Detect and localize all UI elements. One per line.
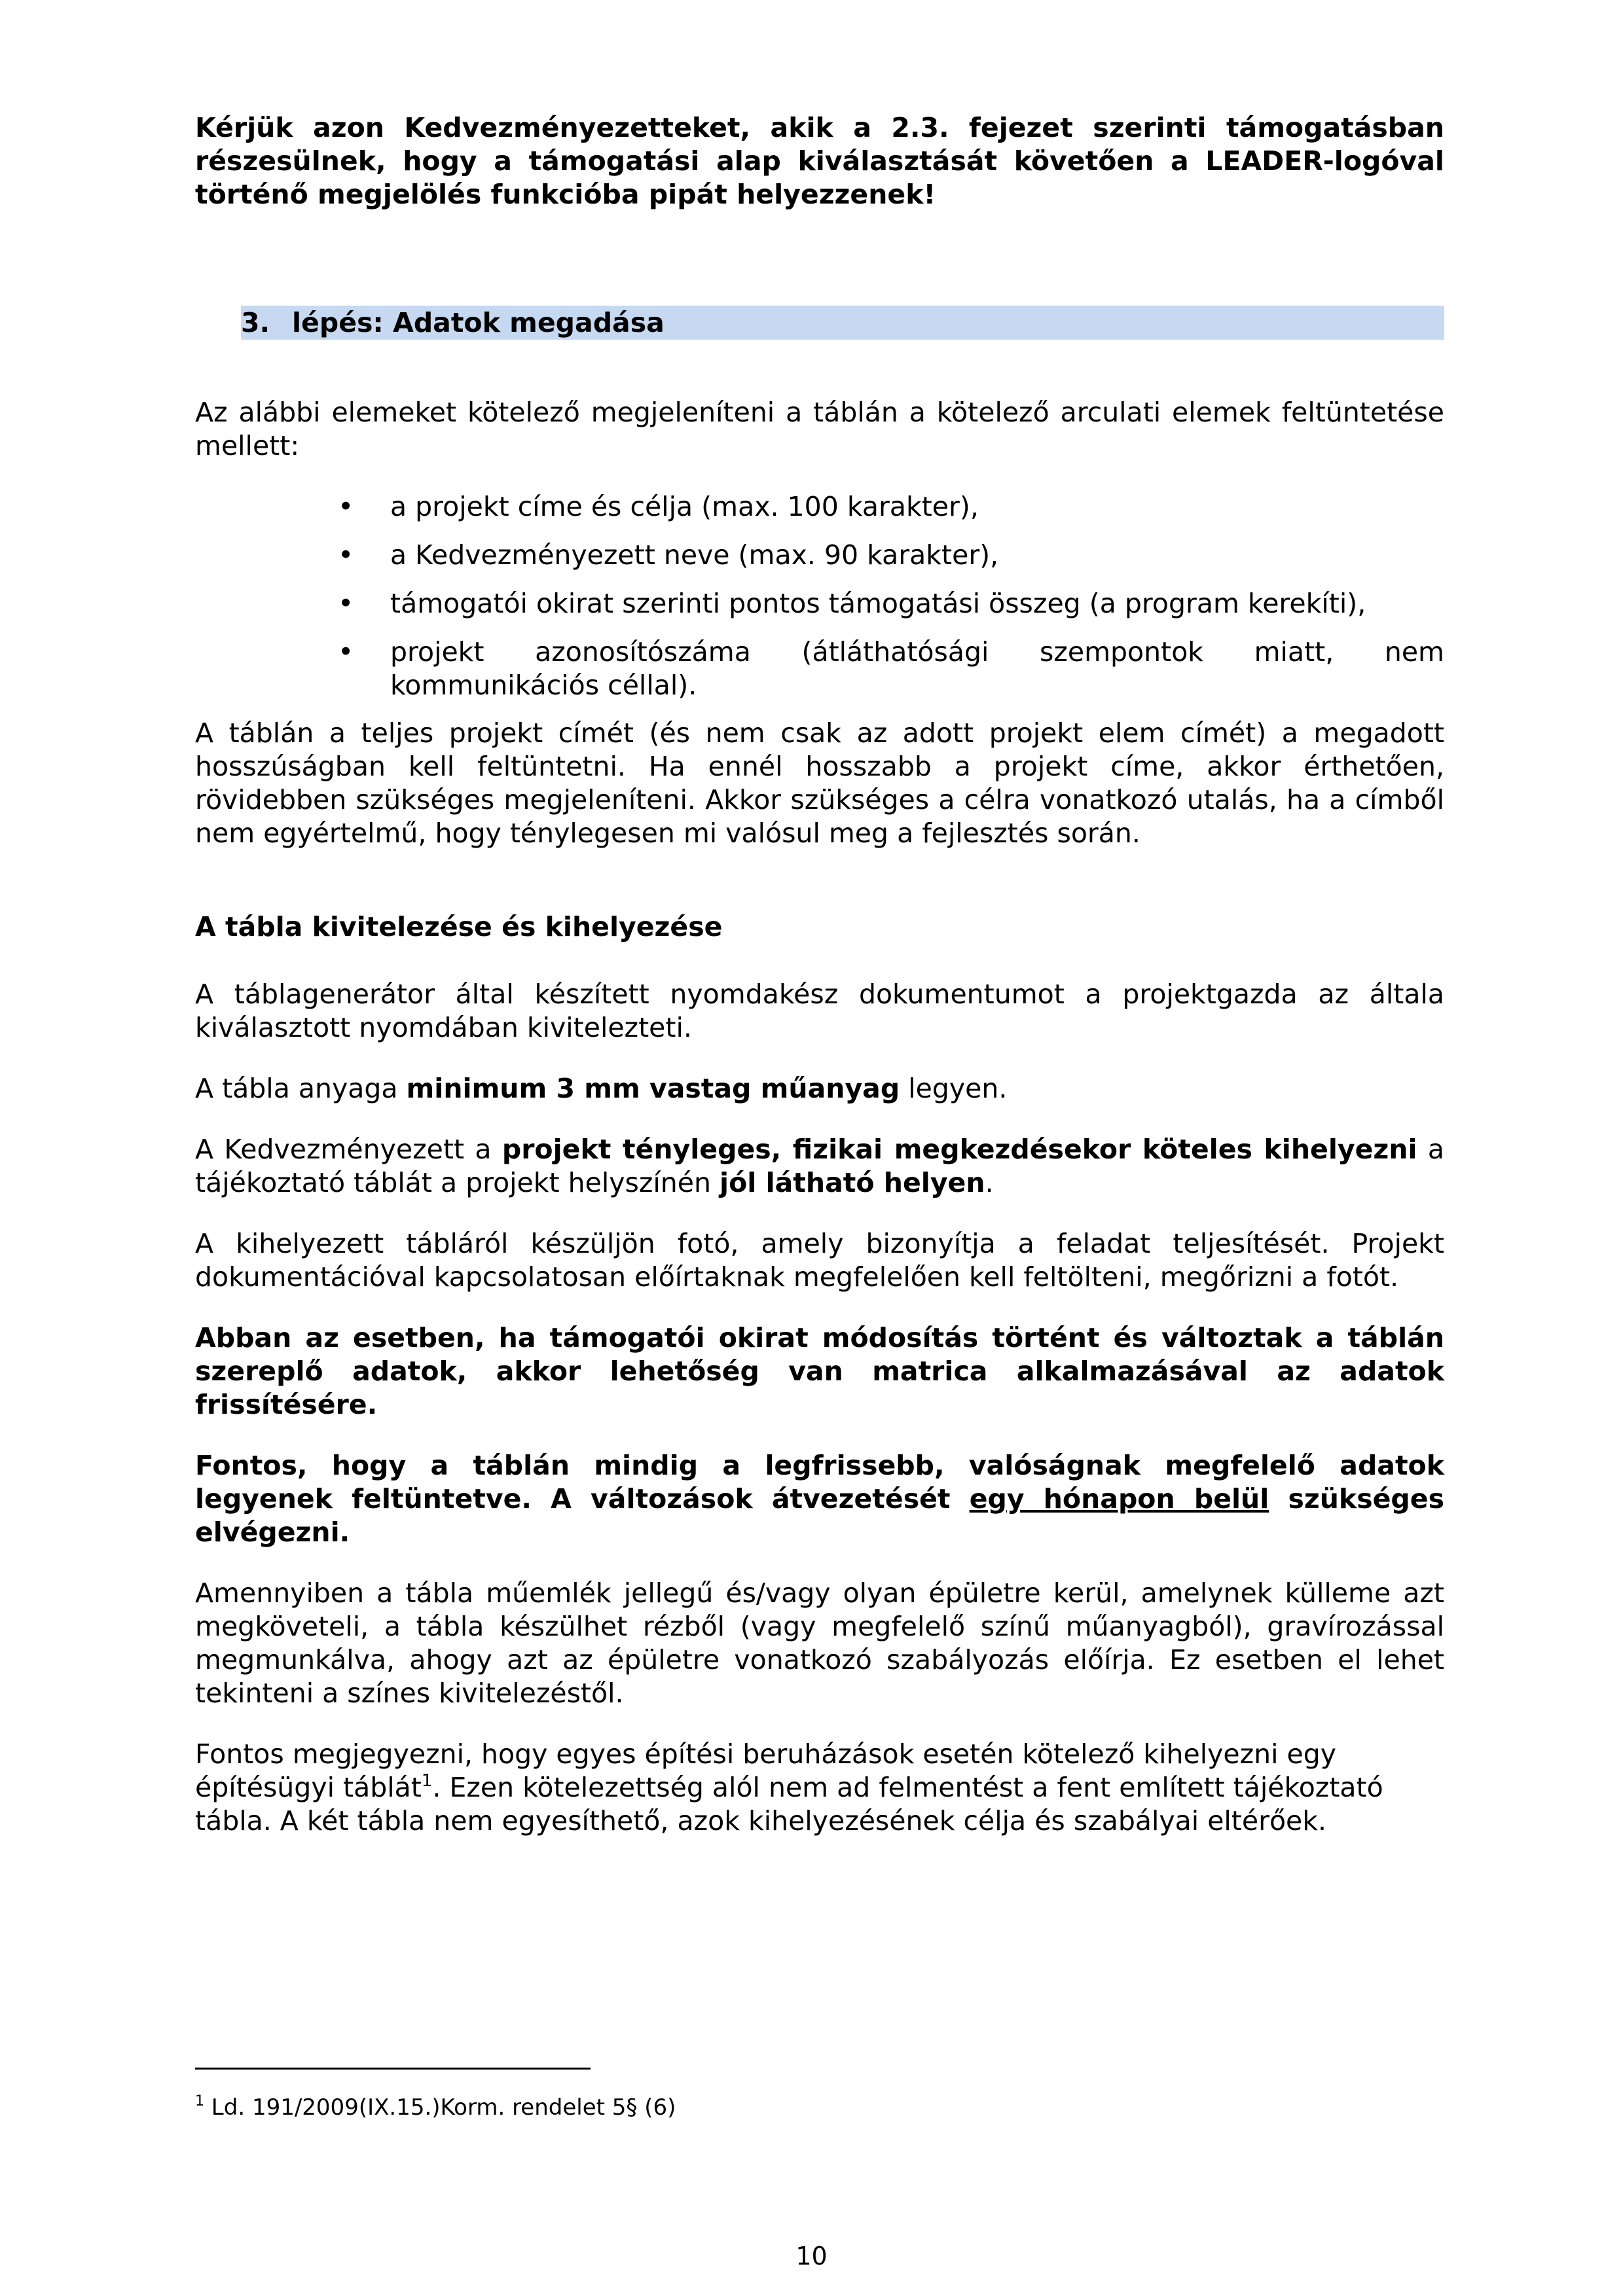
footnote (195, 2087, 676, 2122)
step-number: 3. (241, 307, 270, 338)
bullet-icon: • (338, 491, 354, 522)
monument-paragraph: Amennyiben a tábla műemlék jellegű és/vagy olyan épületre kerül, amelynek külleme azt megköveteli, a tábla készülhet rézből (vagy megfelelő színű műanyagból), gravírozással megmunkálva, ahogy azt az épületre vonatkozó szabályozás előírja. Ez esetben el lehet tekinteni a színes kivitelezéstől. (195, 1577, 1444, 1709)
document-page (195, 111, 1444, 1838)
footnote-separator (195, 2068, 591, 2070)
material-paragraph: A tábla anyaga minimum 3 mm vastag műanyag legyen. (195, 1073, 1008, 1104)
requirements-list (195, 490, 1444, 702)
lead-paragraph: Az alábbi elemeket kötelező megjeleníteni a táblán a kötelező arculati elemek feltüntetése mellett: (195, 397, 1444, 461)
list-item: • a projekt címe és célja (max. 100 karakter), (338, 491, 979, 522)
bullet-icon: • (338, 588, 354, 619)
step-title: lépés: Adatok megadása (292, 307, 665, 338)
footnote-reference[interactable]: 1 (421, 1771, 433, 1791)
footnote-text: Ld. 191/2009(IX.15.)Korm. rendelet 5§ (6) (204, 2094, 676, 2121)
modification-paragraph: Abban az esetben, ha támogatói okirat módosítás történt és változtak a táblán szereplő adatok, akkor lehetőség van matrica alkalmazásával az adatok frissítésére. (195, 1322, 1444, 1420)
list-item: • a Kedvezményezett neve (max. 90 karakter), (338, 539, 999, 571)
closing-paragraph: Fontos megjegyezni, hogy egyes építési beruházások esetén kötelező kihelyezni egy építésügyi táblát$^1$. Ezen kötelezettség alól nem ad felmentést a fent említett tájékoztató tábla. A két tábla nem egyesíthető, azok kihelyezésének célja és szabályai eltérőek. (195, 1738, 1383, 1837)
list-item: • projekt azonosítószáma (átláthatósági szempontok miatt, nem kommunikációs céllal). (338, 636, 1444, 701)
bullet-icon: • (338, 636, 354, 668)
important-paragraph: Fontos, hogy a táblán mindig a legfrissebb, valóságnak megfelelő adatok legyenek feltüntetve. A változások átvezetését egy hónapon belül szükséges elvégezni. (195, 1450, 1444, 1548)
step-heading (241, 306, 1444, 340)
footnote-mark: 1 (195, 2093, 204, 2109)
title-paragraph: A táblán a teljes projekt címét (és nem csak az adott projekt elem címét) a megadott hosszúságban kell feltüntetni. Ha ennél hosszabb a projekt címe, akkor érthetően, rövidebben szükséges megjeleníteni. Akkor szükséges a célra vonatkozó utalás, ha a címből nem egyértelmű, hogy ténylegesen mi valósul meg a fejlesztés során. (195, 717, 1444, 849)
intro-paragraph: Kérjük azon Kedvezményezetteket, akik a 2.3. fejezet szerinti támogatásban részesülnek, hogy a támogatási alap kiválasztását követően a LEADER-logóval történő megjelölés funkcióba pipát helyezzenek! (195, 112, 1444, 210)
page-number: 10 (795, 2242, 828, 2270)
list-item: • támogatói okirat szerinti pontos támogatási összeg (a program kerekíti), (338, 588, 1366, 619)
generator-paragraph: A táblagenerátor által készített nyomdakész dokumentumot a projektgazda az általa kiválasztott nyomdában kivitelezteti. (195, 978, 1444, 1043)
bullet-icon: • (338, 539, 354, 571)
placement-paragraph: A Kedvezményezett a projekt tényleges, fizikai megkezdésekor köteles kihelyezni a tájékoztató táblát a projekt helyszínén jól látható helyen. (195, 1134, 1444, 1198)
section-title: A tábla kivitelezése és kihelyezése (195, 911, 723, 942)
photo-paragraph: A kihelyezett tábláról készüljön fotó, amely bizonyítja a feladat teljesítését. Projekt dokumentációval kapcsolatosan előírtaknak megfelelően kell feltölteni, megőrizni a fotót. (195, 1228, 1444, 1293)
